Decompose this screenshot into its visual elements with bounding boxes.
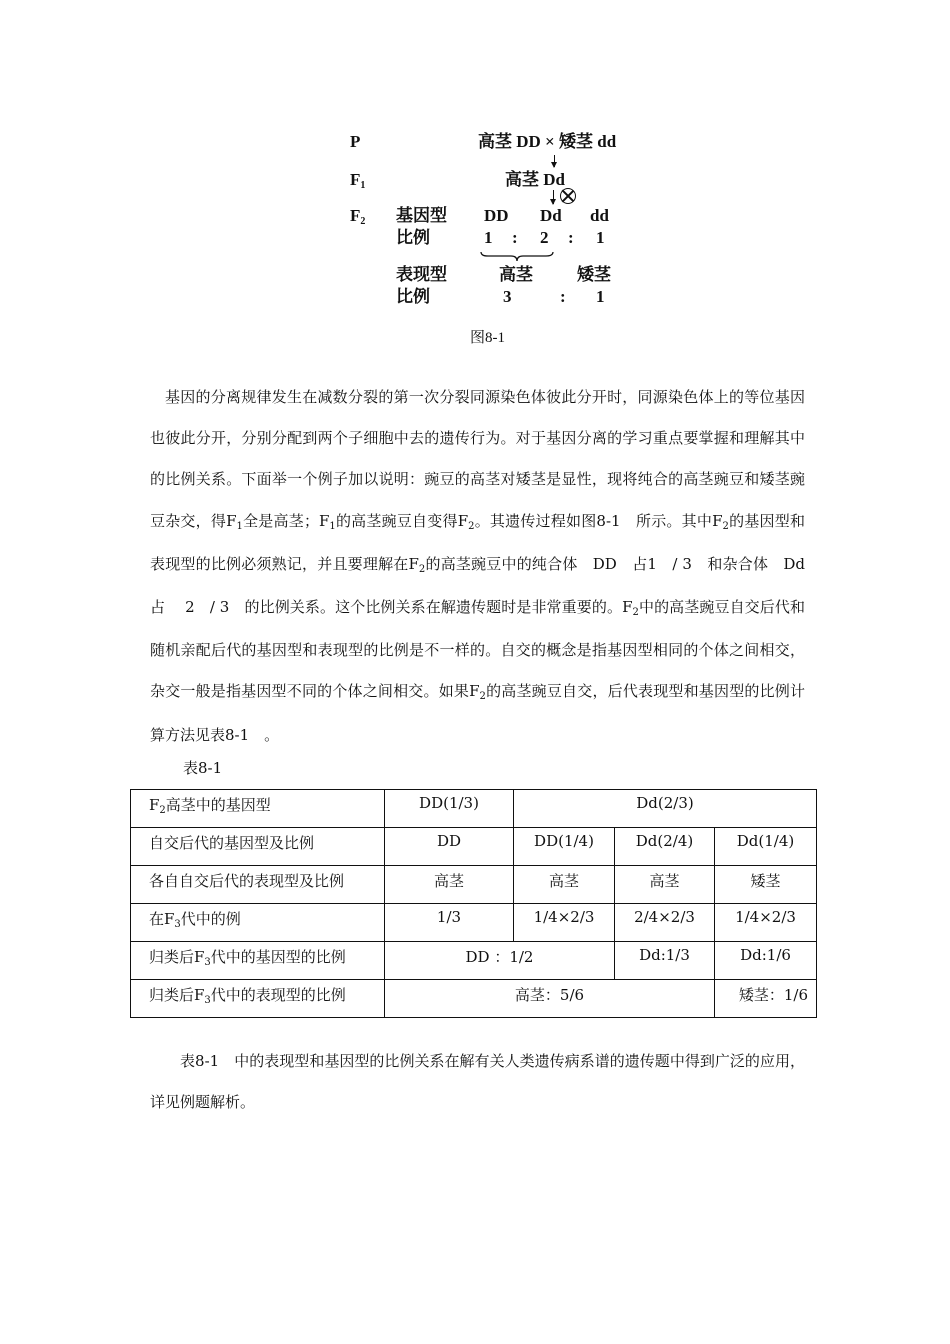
row-header: 在$F_3$代中的例: [131, 904, 385, 942]
table-cell: DD ：1/2: [385, 942, 615, 980]
phenotype-tall: 高茎: [499, 265, 533, 284]
row-header: 各自自交后代的表现型及比例: [131, 866, 385, 904]
table-cell: DD(1/4): [514, 828, 615, 866]
selfing-symbol-icon: [560, 188, 576, 204]
table-row: [131, 980, 817, 1018]
table-row: [131, 942, 817, 980]
genotype-dd-dom: DD: [484, 206, 509, 225]
table-cell: 矮茎：1/6: [715, 980, 817, 1018]
phenotype-ratio-sep: :: [560, 287, 566, 306]
table-cell: Dd:1/3: [615, 942, 715, 980]
table-row: [131, 904, 817, 942]
table-cell: 高茎：5/6: [385, 980, 715, 1018]
table-cell: 1/4×2/3: [715, 904, 817, 942]
row-header: 归类后$F_3$代中的表现型的比例: [131, 980, 385, 1018]
table-cell: Dd:1/6: [715, 942, 817, 980]
table-row: [131, 790, 817, 828]
genotype-ratio-1: 1: [484, 228, 493, 247]
table-cell: 高茎: [385, 866, 514, 904]
table-cell: Dd(2/3): [514, 790, 817, 828]
phenotype-short: 矮茎: [577, 265, 611, 284]
body-paragraph: 表8-1 中的表现型和基因型的比例关系在解有关人类遗传病系谱的遗传题中得到广泛的应用，详见例题解析。: [150, 1052, 805, 1112]
parent-cross: 高茎 DD × 矮茎 dd: [478, 132, 617, 151]
genotype-dd-het: Dd: [540, 206, 562, 225]
table-cell: Dd(2/4): [615, 828, 715, 866]
table-cell: DD(1/3): [385, 790, 514, 828]
table-label: 表8-1: [183, 759, 223, 777]
table-row: [131, 828, 817, 866]
ratio-table: [130, 789, 817, 1018]
genotype-dd-rec: dd: [590, 206, 609, 225]
phenotype-ratio-3: 3: [503, 287, 512, 306]
genotype-ratio-3: 1: [596, 228, 605, 247]
body-paragraph: 基因的分离规律发生在减数分裂的第一次分裂同源染色体彼此分开时，同源染色体上的等位基因也彼此分开，分别分配到两个子细胞中去的遗传行为。对于基因分离的学习重点要掌握和理解其中的比例关系。下面举一个例子加以说明：豌豆的高茎对矮茎是显性，现将纯合的高茎豌豆和矮茎豌豆杂交，得$F_1$全是高茎；$F_1$的高茎豌豆自变得$F_2$。其遗传过程如图8-1 所示。其中$F_2$的基因型和表现型的比例必须熟记，并且要理解在$F_2$的高茎豌豆中的纯合体 DD 占1 / 3 和杂合体 Dd 占 2 / 3 的比例关系。这个比例关系在解遗传题时是非常重要的。$F_2$中的高茎豌豆自交后代和随机亲配后代的基因型和表现型的比例是不一样的。自交的概念是指基因型相同的个体之间相交，杂交一般是指基因型不同的个体之间相交。如果$F_2$的高茎豌豆自交，后代表现型和基因型的比例计算方法见表8-1 。: [150, 388, 821, 744]
table-cell: 1/3: [385, 904, 514, 942]
row-header: 归类后$F_3$代中的基因型的比例: [131, 942, 385, 980]
genetic-cross-figure: [340, 122, 640, 322]
table-cell: DD: [385, 828, 514, 866]
figure-caption: 图8-1: [470, 330, 505, 346]
genotype-label: 基因型: [396, 206, 447, 225]
genotype-ratio-2: 2: [540, 228, 549, 247]
table-row: [131, 866, 817, 904]
table-cell: 2/4×2/3: [615, 904, 715, 942]
row-header: 自交后代的基因型及比例: [131, 828, 385, 866]
gen-label-f2: F2: [350, 206, 366, 227]
f1-plant: 高茎 Dd: [505, 170, 565, 189]
table-cell: 高茎: [514, 866, 615, 904]
genotype-ratio-sep: :: [568, 228, 574, 247]
row-header: $F_2$高茎中的基因型: [131, 790, 385, 828]
phenotype-ratio-1: 1: [596, 287, 605, 306]
phenotype-label: 表现型: [396, 265, 447, 284]
genotype-ratio-sep: :: [512, 228, 518, 247]
down-arrow-icon: [554, 155, 555, 167]
table-cell: 1/4×2/3: [514, 904, 615, 942]
gen-label-f1: F1: [350, 170, 366, 191]
table-cell: Dd(1/4): [715, 828, 817, 866]
ratio-label: 比例: [396, 228, 430, 247]
down-arrow-icon: [553, 190, 554, 204]
ratio-label: 比例: [396, 287, 430, 306]
table-cell: 矮茎: [715, 866, 817, 904]
table-cell: 高茎: [615, 866, 715, 904]
gen-label-p: P: [350, 132, 361, 151]
underbrace-icon: [480, 250, 554, 262]
